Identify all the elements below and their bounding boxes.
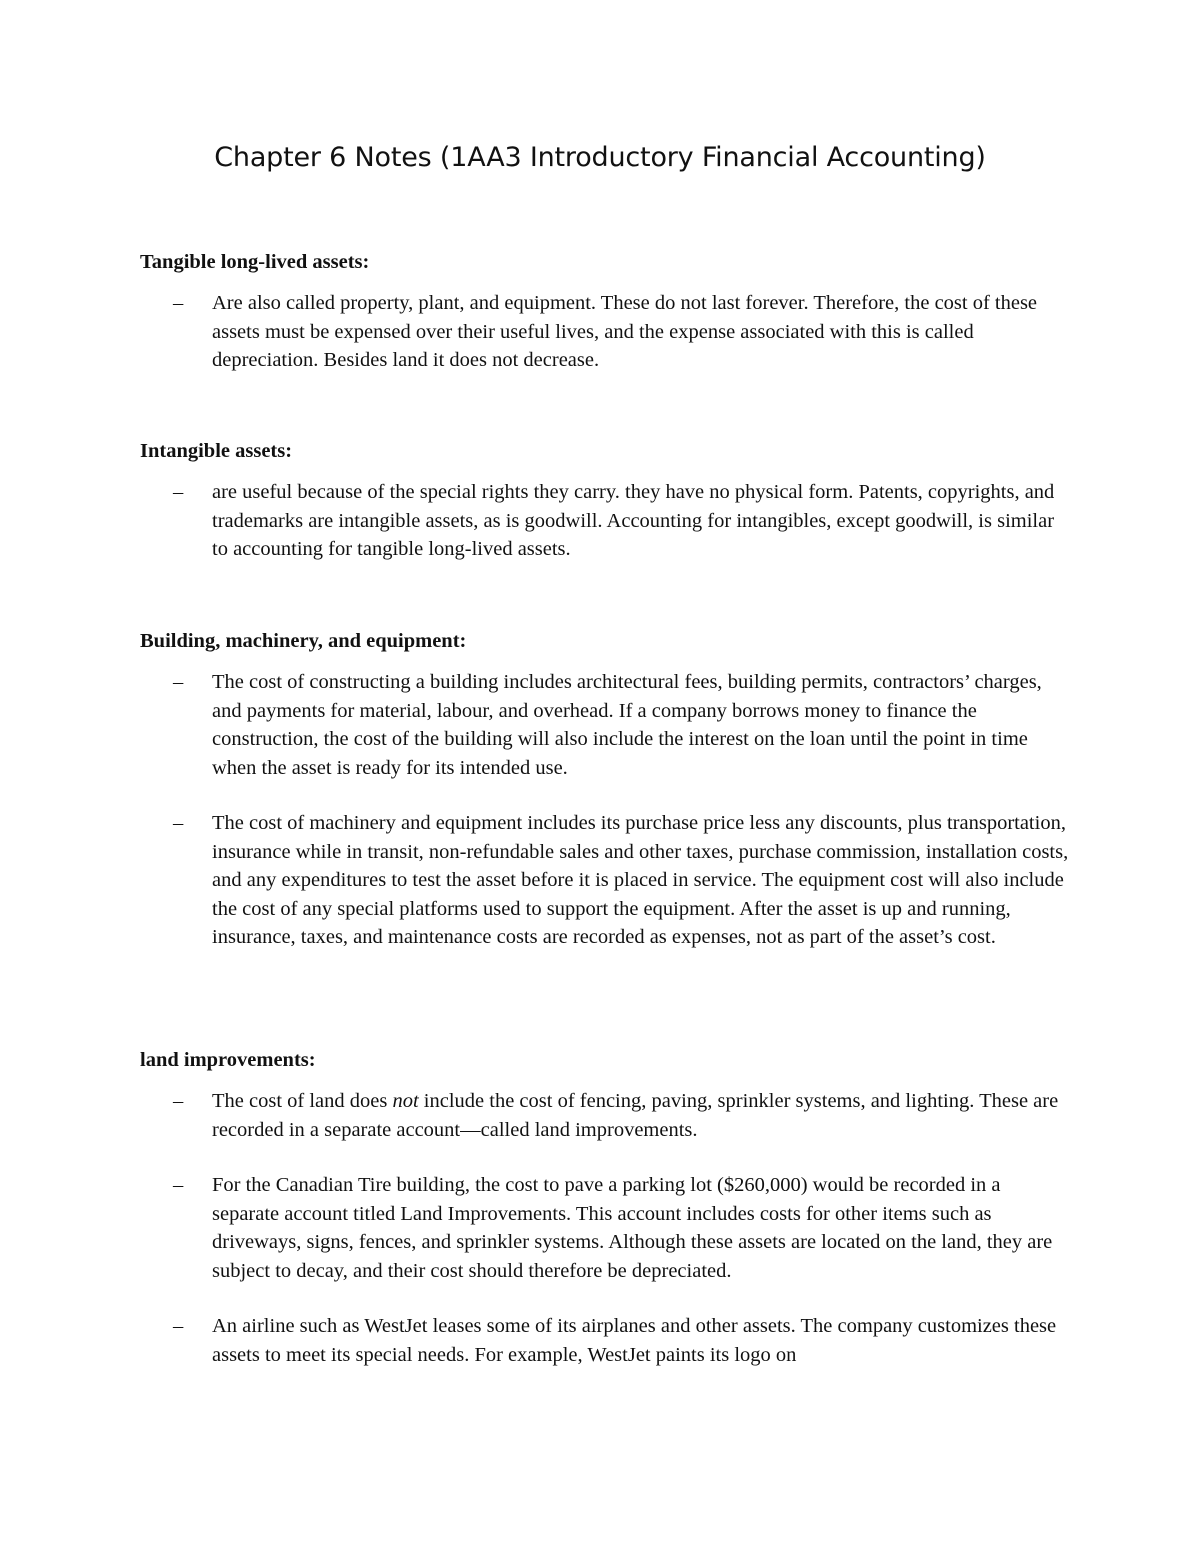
list-item-text: Are also called property, plant, and equipment. These do not last forever. Therefore, the cost of these assets must be expensed over their useful lives, and the expense associated with this is called depreciation. Besides land it does not decrease. xyxy=(212,292,1038,371)
bullet-dash: – xyxy=(173,1090,184,1112)
bullet-dash: – xyxy=(173,812,184,834)
list-item-text: For the Canadian Tire building, the cost to pave a parking lot ($260,000) would be recorded in a separate account titled Land Improvements. This account includes costs for other items such as driveways, signs, fences, and sprinkler systems. Although these assets are located on the land, they are subject to decay, and their cost should therefore be depreciated. xyxy=(212,1174,1053,1282)
text-run: include the cost of fencing, paving, sprinkler systems, and lighting. These are recorded in a separate account—called land improvements. xyxy=(212,1090,1059,1141)
list-item-text xyxy=(212,1090,1058,1141)
list-item xyxy=(140,1087,1070,1144)
section-heading: Intangible assets: xyxy=(140,440,293,462)
list-item xyxy=(140,478,1070,564)
section-intangible-assets xyxy=(140,437,1070,591)
list-item-text: An airline such as WestJet leases some of its airplanes and other assets. The company customizes these assets to meet its special needs. For example, WestJet paints its logo on xyxy=(212,1315,1057,1366)
text-run: The cost of land does xyxy=(212,1090,393,1112)
list-item-text: The cost of constructing a building includes architectural fees, building permits, contractors’ charges, and payments for material, labour, and overhead. If a company borrows money to finance the construction, the cost of the building will also include the interest on the loan until the point in time when the asset is ready for its intended use. xyxy=(212,671,1042,779)
list-item xyxy=(140,668,1070,782)
emphasis-text: not xyxy=(392,1090,419,1112)
list-item xyxy=(140,289,1070,375)
bullet-dash: – xyxy=(173,481,184,503)
list-item-text: The cost of machinery and equipment includes its purchase price less any discounts, plus transportation, insurance while in transit, non-refundable sales and other taxes, purchase commission, installation costs, and any expenditures to test the asset before it is placed in service. The equipment cost will also include the cost of any special platforms used to support the equipment. After the asset is up and running, insurance, taxes, and maintenance costs are recorded as expenses, not as part of the asset’s cost. xyxy=(212,812,1069,948)
bullet-dash: – xyxy=(173,1174,184,1196)
section-heading: land improvements: xyxy=(140,1049,316,1071)
list-item-text: are useful because of the special rights they carry. they have no physical form. Patents, copyrights, and trademarks are intangible assets, as is goodwill. Accounting for intangibles, except goodwill, is similar to accounting for tangible long-lived assets. xyxy=(212,481,1055,560)
bullet-dash: – xyxy=(173,1315,184,1337)
list-item xyxy=(140,1171,1070,1285)
section-tangible-assets xyxy=(140,248,1070,402)
section-building-machinery xyxy=(140,627,1070,979)
bullet-dash: – xyxy=(173,671,184,693)
page-title: Chapter 6 Notes (1AA3 Introductory Financial Accounting) xyxy=(214,142,986,173)
list-item xyxy=(140,1312,1070,1369)
bullet-dash: – xyxy=(173,292,184,314)
list-item xyxy=(140,809,1070,952)
section-land-improvements xyxy=(140,1046,1070,1396)
section-heading: Tangible long-lived assets: xyxy=(140,251,370,273)
section-heading: Building, machinery, and equipment: xyxy=(140,630,467,652)
